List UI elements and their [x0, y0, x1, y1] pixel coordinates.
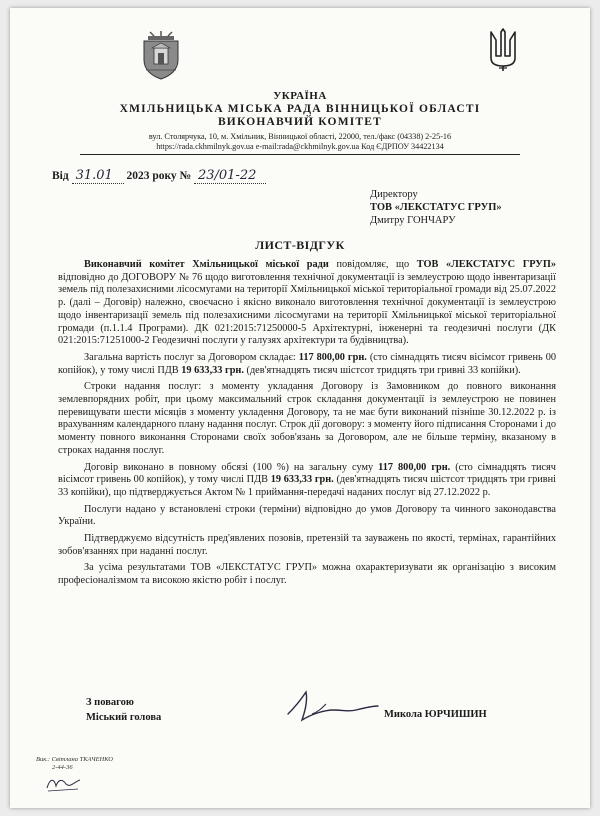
header-address: вул. Столярчука, 10, м. Хмільник, Вінницької області, 22000, тел./факс (04338) 2-25-16: [148, 132, 452, 141]
p4-text-a: Договір виконано в повному обсязі (100 %) на загальну суму: [84, 461, 379, 473]
executor-name: Вик.: Світлана ТКАЧЕНКО: [36, 756, 113, 763]
paragraph-5: Послуги надано у встановлені строки (терміни) відповідно до умов Договору та чинного законодавства України.: [58, 503, 556, 528]
p2-amount: 117 800,00 грн.: [298, 351, 367, 363]
addressee-block: [370, 188, 502, 227]
paragraph-4: [58, 462, 556, 500]
addressee-position: Директору: [370, 189, 418, 200]
executor-note: [36, 756, 113, 772]
date-from-label: Від: [52, 170, 69, 182]
p4-vat: 19 633,33 грн.: [270, 474, 334, 486]
header-country: УКРАЇНА: [273, 90, 327, 102]
addressee-name: Дмитру ГОНЧАРУ: [370, 215, 456, 226]
handwritten-number: 23/01-22: [197, 168, 257, 183]
signature-position: Міський голова: [86, 712, 162, 723]
p2-text-a: Загальна вартість послуг за Договором складає:: [84, 351, 299, 363]
signature-left-block: [86, 695, 161, 725]
paragraph-3: Строки надання послуг: з моменту укладання Договору із Замовником до повного виконання землевпорядних робіт, при цьому максимальний строк складання документації із землеустрою не повинен перевищувати шести місяців з моменту укладення Договору, та не має бути виконаний пізніше 30.12.2022 р. із врахуванням календарного плану надання послуг. Строк дії договору: з моменту його підписання Сторонами і до моменту повного виконання Сторонами своїх зобов'язань за Договором, але не більше терміну, вказаному в строках надання послуг.: [58, 381, 556, 456]
p4-text-b: (сто сімнадцять тисяч вісімсот гривень 00 копійок), у тому числі ПДВ: [58, 461, 556, 486]
executor-signature-icon: [44, 774, 84, 794]
header-council: ХМІЛЬНИЦЬКА МІСЬКА РАДА ВІННИЦЬКОЇ ОБЛАСТІ: [119, 103, 481, 115]
city-coat-of-arms-icon: [138, 30, 184, 80]
document-title: ЛИСТ-ВІДГУК: [255, 238, 345, 252]
p2-text-c: (дев'ятнадцять тисяч шістсот тридцять три гривні 33 копійки).: [243, 364, 521, 376]
header-divider: [80, 154, 520, 155]
letter-sheet: [10, 8, 590, 808]
signature-name: Микола ЮРЧИШИН: [384, 709, 487, 720]
p1-text-a: повідомляє, що: [328, 259, 417, 270]
header-contacts: https://rada.ckhmilnyk.gov.ua e-mail:rada@ckhmilnyk.gov.ua Код ЄДРПОУ 34422134: [156, 142, 444, 151]
p4-amount: 117 800,00 грн.: [378, 461, 451, 473]
trident-emblem-icon: [488, 28, 518, 72]
executor-phone: 2-44-36: [52, 764, 73, 771]
p1-text-b: відповідно до ДОГОВОРУ № 76 щодо виготовлення технічної документації із землеустрою щодо інвентаризації земель під полезахисними лісосмугами на території Хмільницької міської територіальної громади від 25.07.2022 р. (далі – Договір) належно, своєчасно і якісно виконало виготовлення технічної документації із землеустрою щодо інвентаризації земель під полезахисними лісосмугами на території Хмільницької міської територіальної громади (п.1.1.4 Програми). ДК 021:2015:71250000-5 Архітектурні, інженерні та геодезичні послуги (ДК 021:2015:71251000-2 Геодезичні послуги у галузях архітектури та будівництва).: [58, 271, 556, 347]
handwritten-signature-icon: [282, 684, 382, 728]
paragraph-7: За усіма результатами ТОВ «ЛЕКСТАТУС ГРУП» можна охарактеризувати як організацію з високим професіоналізмом та високою якістю робіт і послуг.: [58, 562, 556, 587]
p1-company: ТОВ «ЛЕКСТАТУС ГРУП»: [416, 259, 557, 270]
letter-body: [58, 259, 556, 592]
header-committee: ВИКОНАВЧИЙ КОМІТЕТ: [217, 116, 383, 128]
paragraph-1: [58, 259, 556, 348]
paragraph-6: Підтверджуємо відсутність пред'явлених позовів, претензій та зауважень по якості, термінах, гарантійних зобов'язаннях при наданні послуг.: [58, 533, 556, 557]
paragraph-2: [58, 352, 556, 377]
p2-text-b: (сто сімнадцять тисяч вісімсот гривень 00 копійок), у тому числі ПДВ: [58, 351, 556, 376]
p1-subject: Виконавчий комітет Хмільницької міської ради: [84, 259, 329, 270]
signature-regards: З повагою: [86, 697, 134, 708]
handwritten-date: 31.01: [75, 168, 113, 183]
date-year-label: 2023 року №: [126, 170, 192, 182]
date-line: [52, 168, 266, 184]
p4-text-c: (дев'ятнадцять тисяч шістсот тридцять три гривні 33 копійки), що підтверджується Актом № 1 приймання-передачі наданих послуг від 27.12.2022 р.: [58, 474, 557, 498]
p2-vat: 19 633,33 грн.: [181, 364, 244, 376]
addressee-company: ТОВ «ЛЕКСТАТУС ГРУП»: [370, 202, 502, 213]
